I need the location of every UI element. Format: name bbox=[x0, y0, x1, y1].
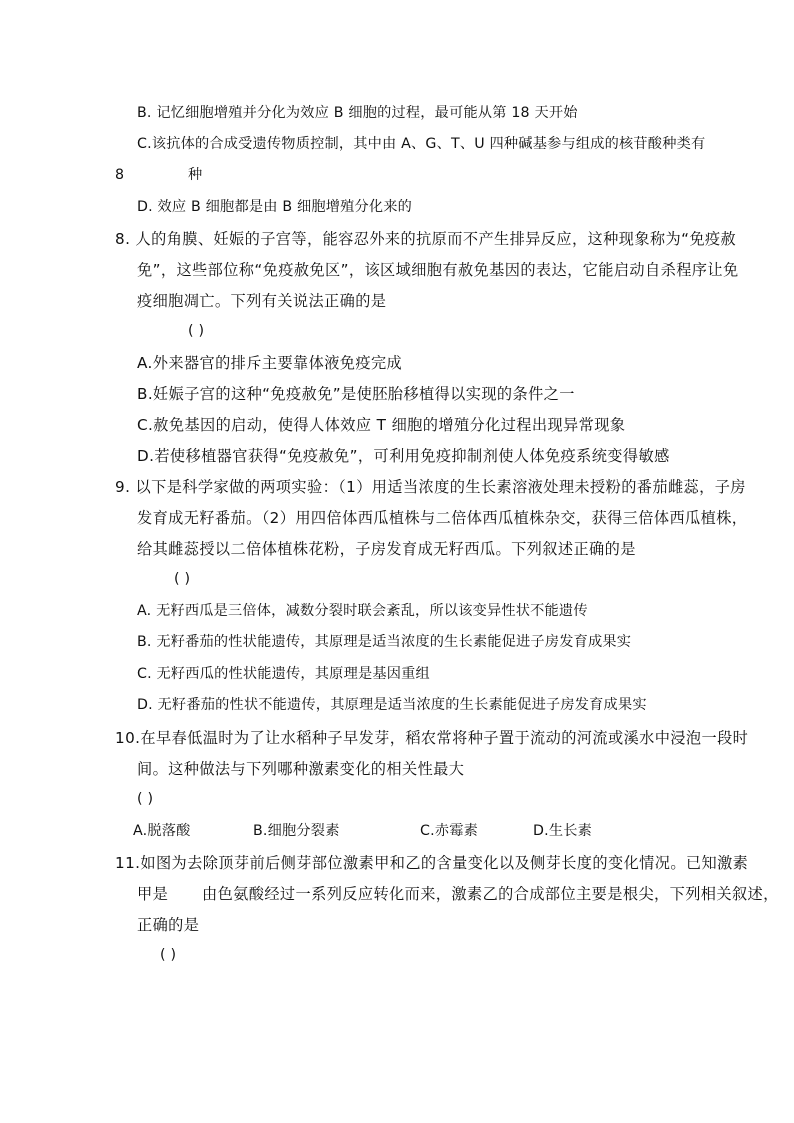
q10-stem-line2: 间。这种做法与下列哪种激素变化的相关性最大 bbox=[137, 760, 465, 778]
q10-stem-line1: 10.在早春低温时为了让水稻种子早发芽，稻农常将种子置于流动的河流或溪水中浸泡一段时 bbox=[115, 729, 749, 747]
q10-option-b: B.细胞分裂素 bbox=[253, 823, 340, 839]
q9-option-b: B. 无籽番茄的性状能遗传，其原理是适当浓度的生长素能促进子房发育成果实 bbox=[137, 634, 632, 650]
q10-option-a: A.脱落酸 bbox=[133, 823, 191, 839]
q8-option-b: B.妊娠子宫的这种“免疫赦免”是使胚胎移植得以实现的条件之一 bbox=[137, 385, 575, 403]
q11-stem-line1: 11.如图为去除顶芽前后侧芽部位激素甲和乙的含量变化以及侧芽长度的变化情况。已知激素 bbox=[115, 854, 749, 872]
q8-stem-line2: 免”，这些部位称“免疫赦免区”，该区域细胞有赦免基因的表达，它能启动自杀程序让免 bbox=[137, 261, 739, 279]
q8-stem-line3: 疫细胞凋亡。下列有关说法正确的是 bbox=[137, 292, 387, 310]
q8-option-a: A.外来器官的排斥主要靠体液免疫完成 bbox=[137, 354, 403, 372]
q7-option-c: C.该抗体的合成受遗传物质控制，其中由 A、G、T、U 四种碱基参与组成的核苷酸种类有 bbox=[137, 136, 706, 152]
q7-option-b: B. 记忆细胞增殖并分化为效应 B 细胞的过程，最可能从第 18 天开始 bbox=[137, 105, 578, 121]
q7-option-c-continued: 种 bbox=[188, 167, 203, 183]
q10-option-c: C.赤霉素 bbox=[420, 823, 478, 839]
q7-option-d: D. 效应 B 细胞都是由 B 细胞增殖分化来的 bbox=[137, 199, 413, 215]
q9-option-c: C. 无籽西瓜的性状能遗传，其原理是基因重组 bbox=[137, 666, 430, 682]
q9-option-d: D. 无籽番茄的性状不能遗传，其原理是适当浓度的生长素能促进子房发育成果实 bbox=[137, 697, 647, 713]
q8-stem-line1: 8. 人的角膜、妊娠的子宫等，能容忍外来的抗原而不产生排异反应，这种现象称为“免疫赦 bbox=[115, 230, 737, 248]
q9-stem-line2: 发育成无籽番茄。（2）用四倍体西瓜植株与二倍体西瓜植株杂交，获得三倍体西瓜植株， bbox=[137, 509, 748, 527]
q11-stem-line2-rest: 由色氨酸经过一系列反应转化而来，激素乙的合成部位主要是根尖，下列相关叙述， bbox=[202, 885, 779, 903]
q8-answer-blank: ( ) bbox=[188, 323, 205, 339]
q11-stem-line3: 正确的是 bbox=[137, 916, 200, 934]
q10-answer-blank: ( ) bbox=[137, 791, 154, 807]
q8-option-d: D.若使移植器官获得“免疫赦免”，可利用免疫抑制剂使人体免疫系统变得敏感 bbox=[137, 447, 670, 465]
q11-answer-blank: ( ) bbox=[160, 947, 177, 963]
q8-option-c: C.赦免基因的启动，使得人体效应 T 细胞的增殖分化过程出现异常现象 bbox=[137, 416, 626, 434]
q9-option-a: A. 无籽西瓜是三倍体，减数分裂时联会紊乱，所以该变异性状不能遗传 bbox=[137, 603, 588, 619]
q9-answer-blank: ( ) bbox=[174, 571, 191, 587]
q11-stem-line2-start: 甲是 bbox=[137, 885, 169, 903]
q9-stem-line3: 给其雌蕊授以二倍体植株花粉，子房发育成无籽西瓜。下列叙述正确的是 bbox=[137, 540, 636, 558]
q10-option-d: D.生长素 bbox=[533, 823, 592, 839]
q9-stem-line1: 9. 以下是科学家做的两项实验：（1）用适当浓度的生长素溶液处理未授粉的番茄雌蕊，子房 bbox=[115, 478, 746, 496]
q7-option-c-number: 8 bbox=[115, 167, 125, 183]
